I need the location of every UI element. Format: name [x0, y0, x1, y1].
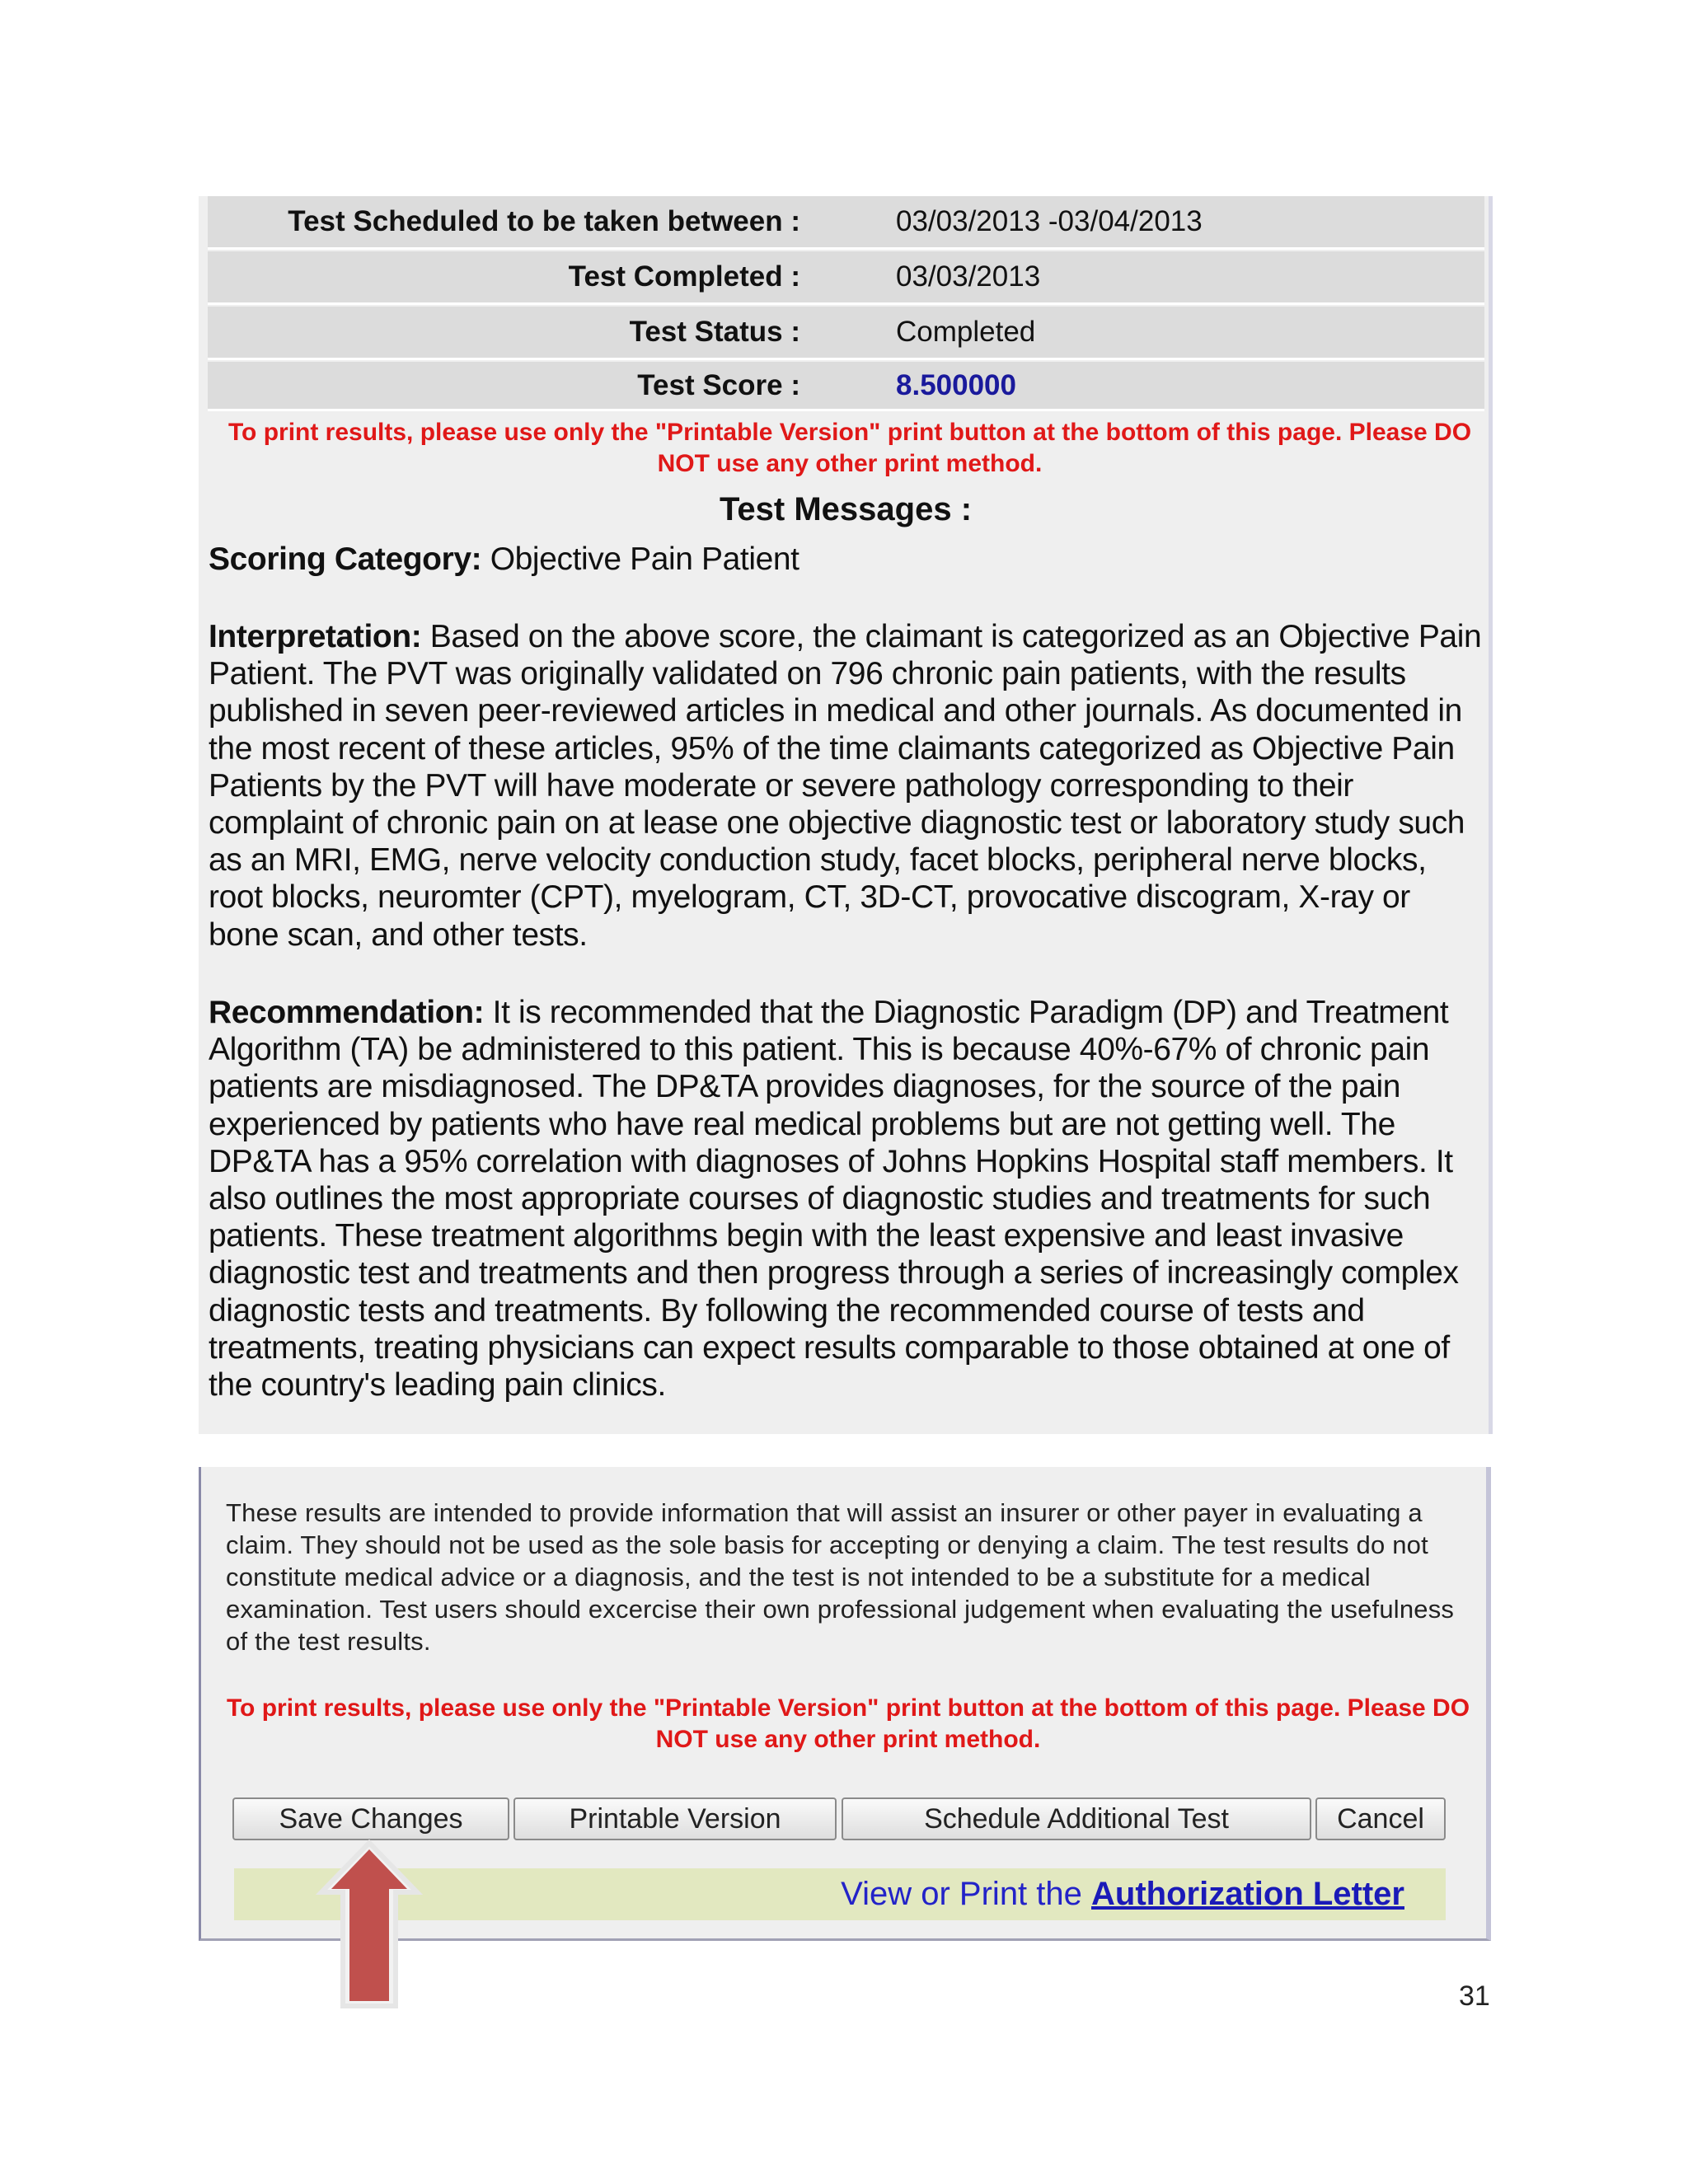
score-value: 8.500000	[896, 368, 1016, 401]
score-label: Test Score :	[637, 368, 800, 401]
status-label: Test Status :	[629, 316, 800, 348]
save-button[interactable]: Save Changes	[232, 1797, 509, 1840]
interpretation-label: Interpretation:	[209, 619, 422, 654]
scheduled-label: Test Scheduled to be taken between :	[288, 205, 800, 237]
scheduled-value: 03/03/2013 -03/04/2013	[896, 205, 1203, 237]
test-results-panel	[199, 196, 1493, 1434]
interpretation	[209, 618, 1486, 954]
row-status	[208, 307, 1484, 360]
scoring-category-value: Objective Pain Patient	[490, 541, 799, 577]
authorization-prefix: View or Print the	[841, 1876, 1082, 1912]
cancel-button[interactable]: Cancel	[1315, 1797, 1446, 1840]
print-notice-bottom: To print results, please use only the "Printable Version" print button at the bottom of this page. Please DO NOT use any other print method.	[226, 1694, 1470, 1753]
row-score	[208, 362, 1484, 411]
print-notice-top: To print results, please use only the "Printable Version" print button at the bottom of this page. Please DO NOT use any other print method.	[227, 419, 1472, 477]
recommendation-text: It is recommended that the Diagnostic Paradigm (DP) and Treatment Algorithm (TA) be administered to this patient. This is because 40%-67% of chronic pain patients are misdiagnosed. The DP&TA provides diagnoses, for the source of the pain experienced by patients who have real medical problems but are not getting well. The DP&TA has a 95% correlation with diagnoses of Johns Hopkins Hospital staff members. It also outlines the most appropriate courses of diagnostic studies and treatments for such patients. These treatment algorithms begin with the least expensive and least invasive diagnostic test and treatments and then progress through a series of increasingly complex diagnostic tests and treatments. By following the recommended course of tests and treatments, treating physicians can expect results comparable to those obtained at one of the country's leading pain clinics.	[209, 995, 1459, 1404]
scoring-category	[209, 541, 1486, 578]
row-scheduled	[208, 196, 1484, 250]
disclaimer-text: These results are intended to provide information that will assist an insurer or other payer in evaluating a claim. They should not be used as the sole basis for accepting or denying a claim. The test results do not constitute medical advice or a diagnosis, and the test is not intended to be a substitute for a medical examination. Test users should excercise their own professional judgement when evaluating the usefulness of the test results.	[226, 1498, 1455, 1656]
recommendation	[209, 994, 1486, 1404]
status-value: Completed	[896, 316, 1036, 348]
scoring-category-label: Scoring Category:	[209, 541, 482, 577]
page-number: 31	[1459, 1980, 1490, 2012]
completed-value: 03/03/2013	[896, 260, 1041, 293]
authorization-letter-link[interactable]: Authorization Letter	[1091, 1876, 1404, 1912]
printable-version-button[interactable]: Printable Version	[513, 1797, 837, 1840]
arrow-up-icon	[315, 1840, 424, 2013]
completed-label: Test Completed :	[568, 260, 800, 293]
interpretation-text: Based on the above score, the claimant is categorized as an Objective Pain Patient. The PVT was originally validated on 796 chronic pain patients, with the results published in seven peer-reviewed articles in medical and other journals. As documented in the most recent of these articles, 95% of the time claimants categorized as Objective Pain Patients by the PVT will have moderate or severe pathology corresponding to their complaint of chronic pain on at lease one objective diagnostic test or laboratory study such as an MRI, EMG, nerve velocity conduction study, facet blocks, peripheral nerve blocks, root blocks, neuromter (CPT), myelogram, CT, 3D-CT, provocative discogram, X-ray or bone scan, and other tests.	[209, 619, 1482, 953]
recommendation-label: Recommendation:	[209, 995, 485, 1030]
row-completed	[208, 251, 1484, 305]
test-messages-title: Test Messages :	[719, 491, 973, 527]
schedule-additional-test-button[interactable]: Schedule Additional Test	[842, 1797, 1311, 1840]
